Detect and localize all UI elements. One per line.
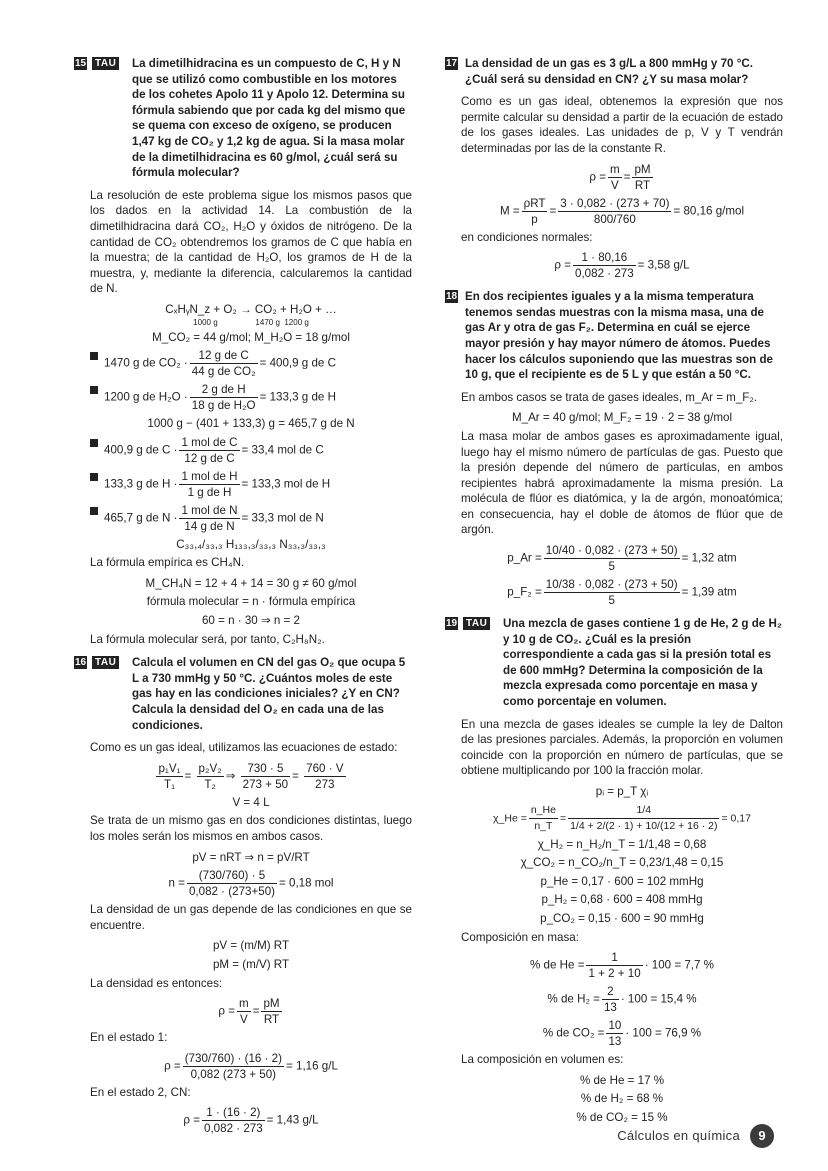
formula-result: = 33,3 mol de N xyxy=(241,511,324,525)
fraction xyxy=(544,577,680,608)
equation: C₃₃,₄/₃₃,₃ H₁₃₃,₃/₃₃,₃ N₃₃,₃/₃₃,₃ xyxy=(176,537,326,551)
formula-result: · 100 = 7,7 % xyxy=(644,958,714,972)
formula-term: ρ = xyxy=(554,258,571,272)
equation: χ_CO₂ = n_CO₂/n_T = 0,23/1,48 = 0,15 xyxy=(520,856,724,870)
equation: p_He = 0,17 · 600 = 102 mmHg xyxy=(540,874,704,888)
tau-badge: TAU xyxy=(463,617,490,630)
equation xyxy=(461,250,783,281)
numerator: 1 xyxy=(586,950,642,966)
fraction xyxy=(202,1105,265,1136)
equation: M_Ar = 40 g/mol; M_F₂ = 19 · 2 = 38 g/mol xyxy=(511,411,733,425)
answer-text: Como es un gas ideal, utilizamos las ecuaciones de estado: xyxy=(90,741,398,755)
problem-number-badge: 19 xyxy=(445,618,458,630)
numerator: 3 · 0,082 · (273 + 70) xyxy=(560,196,670,210)
formula-term: ⇒ xyxy=(225,769,236,783)
problem-19 xyxy=(445,616,783,1125)
numerator: ρRT xyxy=(523,196,546,210)
answer-text: Composición en masa: xyxy=(461,930,579,944)
equation: 1000 g − (401 + 133,3) g = 465,7 g de N xyxy=(147,417,355,431)
denominator: 5 xyxy=(608,594,615,608)
fraction xyxy=(586,950,642,981)
answer-text: La composición en volumen es: xyxy=(461,1053,624,1067)
equation-subscript: 1000 g 1470 g 1200 g xyxy=(193,317,309,327)
formula-term: = xyxy=(252,1004,260,1018)
denominator: 1/4 + 2/(2 · 1) + 10/(12 + 16 · 2) xyxy=(570,819,718,832)
equation: V = 4 L xyxy=(232,795,270,809)
fraction xyxy=(602,984,619,1015)
numerator: pM xyxy=(634,162,651,176)
question-text: Calcula el volumen en CN del gas O₂ que ocupa 5 L a 730 mmHg y 50 °C. ¿Cuántos moles de este gas hay en las condiciones iniciales? ¿Y en CN? Calcula la densidad del O₂ en cada una de las condiciones. xyxy=(132,656,406,732)
formula-term: = xyxy=(184,769,192,783)
formula-term: ρ = xyxy=(589,170,607,184)
denominator: 1 g de H xyxy=(187,485,232,499)
equation: 60 = n · 30 ⇒ n = 2 xyxy=(201,614,301,628)
fraction xyxy=(568,803,719,834)
denominator: 13 xyxy=(608,1035,622,1049)
numerator: p₂V₂ xyxy=(198,761,222,775)
answer-text: La densidad es entonces: xyxy=(90,976,223,990)
problem-15 xyxy=(74,56,412,647)
denominator: 5 xyxy=(608,560,615,574)
fraction xyxy=(179,435,239,466)
answer-text: La densidad de un gas depende de las condiciones en que se encuentre. xyxy=(90,903,412,932)
question-text: En dos recipientes iguales y a la misma temperatura tenemos sendas muestras con la misma masa, una de gas Ar y otra de gas F₂. Determina en cuál se ejerce mayor presión y hay mayor número de átomos. Puedes hacer los cálculos suponiendo que las muestras son de 10 g, que el recipiente es de 5 L y que están a 50 °C. xyxy=(465,290,773,382)
equation: M_CO₂ = 44 g/mol; M_H₂O = 18 g/mol xyxy=(152,330,350,344)
formula-term: p_Ar = xyxy=(507,551,542,565)
denominator: 14 g de N xyxy=(184,519,235,533)
footer-title: Cálculos en química xyxy=(617,1128,740,1143)
formula-result: = 1,16 g/L xyxy=(286,1059,338,1073)
fraction xyxy=(183,1051,284,1082)
fraction xyxy=(179,469,239,500)
equation: pV = nRT ⇒ n = pV/RT xyxy=(192,850,310,864)
equation xyxy=(90,996,412,1027)
denominator: T₁ xyxy=(163,777,175,791)
equation xyxy=(461,984,783,1015)
denominator: 0,082 · 273 xyxy=(575,267,634,281)
fraction xyxy=(179,503,239,534)
fraction xyxy=(190,348,258,379)
denominator: RT xyxy=(263,1013,280,1027)
question-text: La densidad de un gas es 3 g/L a 800 mmHg y 70 °C. ¿Cuál será su densidad en CN? ¿Y su masa molar? xyxy=(465,57,753,86)
numerator: 10/38 · 0,082 · (273 + 50) xyxy=(545,578,678,592)
fraction xyxy=(190,382,258,413)
formula-term: 1470 g de CO₂ · xyxy=(104,356,188,370)
formula-term: ρ = xyxy=(183,1113,200,1127)
answer-text: La masa molar de ambos gases es aproximadamente igual, luego hay el mismo número de partículas de gas. Puesto que la presión depende del número de partículas, en ambos recipientes habrá aproximadamente la misma presión. La molécula de flúor es diatómica, y la de argón, monoatómica; en consecuencia, hay el doble de átomos de flúor que de argón. xyxy=(461,429,783,537)
numerator: 1 mol de N xyxy=(181,503,238,517)
fraction xyxy=(237,996,251,1027)
denominator: p xyxy=(531,212,538,226)
formula-result: = 0,17 xyxy=(721,811,751,824)
bullet-icon xyxy=(90,439,98,447)
numerator: 1 mol de H xyxy=(181,469,238,483)
formula-term: 133,3 g de H · xyxy=(104,477,178,491)
calc-step xyxy=(90,469,412,500)
numerator: 10 xyxy=(608,1019,622,1033)
equation xyxy=(461,543,783,574)
formula-term: n = xyxy=(168,876,185,890)
fraction xyxy=(558,196,671,227)
answer-text: Se trata de un mismo gas en dos condiciones distintas, luego los moles serán los mismos en ambos casos. xyxy=(90,814,412,843)
formula-result: = 1,32 atm xyxy=(681,551,737,565)
formula-term: χ_He = xyxy=(493,811,527,824)
formula-term: M = xyxy=(499,204,520,218)
numerator: 760 · V xyxy=(306,761,344,775)
numerator: 2 g de H xyxy=(190,382,258,398)
numerator: m xyxy=(610,162,620,176)
answer-text: Como es un gas ideal, obtenemos la expresión que nos permite calcular su densidad a partir de la ecuación de estado de los gases ideales. Las unidades de p, V y T vendrán determinadas por las de la constante R. xyxy=(461,95,783,155)
problem-statement xyxy=(74,56,412,181)
bullet-icon xyxy=(90,473,98,481)
tau-badge: TAU xyxy=(92,57,119,70)
fraction xyxy=(529,803,558,834)
equation: % de CO₂ = 15 % xyxy=(576,1110,668,1124)
equation: pM = (m/V) RT xyxy=(212,957,290,971)
denominator: 1 + 2 + 10 xyxy=(588,967,641,981)
problem-18 xyxy=(445,289,783,608)
formula-result: = 133,3 g de H xyxy=(259,390,336,404)
numerator: p₁V₁ xyxy=(158,761,181,775)
equation xyxy=(90,1105,412,1136)
answer-text: En una mezcla de gases ideales se cumple la ley de Dalton de las presiones parciales. Además, la proporción en volumen coincide con la proporción en número de partículas, que se obtiene multiplicando por 100 la fracción molar. xyxy=(461,717,783,778)
bullet-icon xyxy=(90,386,98,394)
problem-statement xyxy=(445,616,783,710)
numerator: (730/760) · (16 · 2) xyxy=(184,1051,282,1065)
denominator: n_T xyxy=(534,819,553,832)
left-column xyxy=(74,56,412,1144)
formula-term: = xyxy=(549,204,557,218)
equation xyxy=(461,196,783,227)
formula-result: = 1,39 atm xyxy=(681,585,737,599)
denominator: 18 g de H₂O xyxy=(191,399,256,413)
equation xyxy=(461,162,783,193)
formula-result: = 80,16 g/mol xyxy=(673,204,745,218)
denominator: 0,082 · (273+50) xyxy=(188,885,276,899)
calc-step xyxy=(90,503,412,534)
equation xyxy=(90,868,412,899)
calc-step xyxy=(90,348,412,379)
problem-statement xyxy=(445,289,783,383)
fraction xyxy=(304,761,345,792)
numerator: 730 · 5 xyxy=(241,761,290,777)
numerator: (730/760) · 5 xyxy=(187,868,277,884)
equation: % de He = 17 % xyxy=(579,1073,665,1087)
problem-statement xyxy=(74,655,412,733)
equation: fórmula molecular = n · fórmula empírica xyxy=(146,595,356,609)
question-text: Una mezcla de gases contiene 1 g de He, 2 g de H₂ y 10 g de CO₂. ¿Cuál es la presión correspondiente a cada gas si la presión total es de 600 mmHg? Determina la composición de la mezcla expresada como porcentaje en masa y como porcentaje en volumen. xyxy=(503,617,782,709)
denominator: 12 g de C xyxy=(184,451,235,465)
formula-term: % de H₂ = xyxy=(547,992,600,1006)
answer-text: La resolución de este problema sigue los mismos pasos que los dados en la actividad 14. La combustión de la dimetilhidracina dará CO₂, H₂O y óxidos de nitrógeno. De la cantidad de CO₂ obtendremos los gramos de C que había en la muestra; de la cantidad de H₂O, los gramos de H de la muestra, y, mediante la diferencia, calcularemos la cantidad de N. xyxy=(90,188,412,296)
formula-term: ρ = xyxy=(218,1004,236,1018)
fraction xyxy=(187,868,277,899)
numerator: 12 g de C xyxy=(190,348,258,364)
equation xyxy=(90,761,412,792)
formula-term: = xyxy=(623,170,631,184)
equation: CₓHᵧN_z + O₂ → CO₂ + H₂O + … xyxy=(165,302,337,316)
denominator: 273 xyxy=(315,777,335,791)
equation: M_CH₄N = 12 + 4 + 14 = 30 g ≠ 60 g/mol xyxy=(145,576,357,590)
numerator: 1 mol de C xyxy=(181,435,238,449)
denominator: 13 xyxy=(603,1001,617,1015)
fraction xyxy=(544,543,680,574)
formula-result: = 33,4 mol de C xyxy=(241,443,324,457)
formula-term: = xyxy=(292,769,299,783)
denominator: 0,082 · 273 xyxy=(204,1122,263,1136)
answer-text: La fórmula molecular será, por tanto, C₂H₈N₂. xyxy=(90,632,325,646)
problem-number-badge: 17 xyxy=(445,58,458,69)
answer-text: En el estado 1: xyxy=(90,1031,168,1045)
numerator: n_He xyxy=(529,803,558,819)
formula-result: = 400,9 g de C xyxy=(259,356,336,370)
tau-badge: TAU xyxy=(92,656,119,669)
bullet-icon xyxy=(90,507,98,515)
problem-16 xyxy=(74,655,412,1136)
fraction xyxy=(632,162,652,193)
equation: pV = (m/M) RT xyxy=(212,939,290,953)
formula-result: = 0,18 mol xyxy=(279,876,334,890)
formula-term: 465,7 g de N · xyxy=(104,511,178,525)
equation: p_H₂ = 0,68 · 600 = 408 mmHg xyxy=(541,893,703,907)
numerator: pM xyxy=(263,997,280,1011)
equation: % de H₂ = 68 % xyxy=(580,1092,664,1106)
problem-number-badge: 18 xyxy=(445,291,458,303)
denominator: 0,082 (273 + 50) xyxy=(190,1067,277,1081)
denominator: T₂ xyxy=(204,777,216,791)
formula-result: · 100 = 76,9 % xyxy=(625,1026,702,1040)
fraction xyxy=(197,761,224,792)
fraction xyxy=(573,250,636,281)
bullet-icon xyxy=(90,352,98,360)
equation: p_CO₂ = 0,15 · 600 = 90 mmHg xyxy=(540,911,704,925)
numerator: m xyxy=(239,997,249,1011)
question-text: La dimetilhidracina es un compuesto de C, H y N que se utilizó como combustible en los motores de los cohetes Apolo 11 y Apolo 12. Determina su fórmula sabiendo que por cada kg del mismo que se quema con exceso de oxígeno, se producen 1,47 kg de CO₂ y 1,2 kg de agua. Si la masa molar de la dimetilhidracina es 60 g/mol, ¿cuál será su fórmula molecular? xyxy=(132,57,406,180)
numerator: 2 xyxy=(602,984,619,1000)
denominator: RT xyxy=(634,178,651,192)
problem-17 xyxy=(445,56,783,281)
fraction xyxy=(261,996,281,1027)
right-column xyxy=(445,56,783,1134)
problem-number-badge: 15 xyxy=(74,58,87,69)
equation xyxy=(461,577,783,608)
formula-result: · 100 = 15,4 % xyxy=(620,992,697,1006)
fraction xyxy=(608,162,622,193)
fraction xyxy=(606,1018,623,1049)
fraction xyxy=(241,761,290,792)
equation xyxy=(90,1051,412,1082)
equation xyxy=(461,950,783,981)
equation xyxy=(461,803,783,834)
formula-term: % de He = xyxy=(530,958,585,972)
formula-result: = 1,43 g/L xyxy=(266,1113,319,1127)
numerator: 1/4 xyxy=(568,803,719,819)
fraction xyxy=(522,196,548,227)
equation: pᵢ = p_T χᵢ xyxy=(595,785,649,798)
page-number: 9 xyxy=(750,1124,774,1148)
fraction xyxy=(156,761,182,792)
denominator: V xyxy=(610,178,619,192)
formula-term: p_F₂ = xyxy=(507,585,542,599)
numerator: 1 · (16 · 2) xyxy=(202,1105,265,1121)
denominator: 800/760 xyxy=(593,212,636,226)
answer-text: en condiciones normales: xyxy=(461,230,593,244)
equation xyxy=(461,1018,783,1049)
denominator: 44 g de CO₂ xyxy=(191,365,256,379)
problem-number-badge: 16 xyxy=(74,657,87,669)
numerator: 10/40 · 0,082 · (273 + 50) xyxy=(545,544,678,558)
calc-step xyxy=(90,435,412,466)
formula-term: 1200 g de H₂O · xyxy=(104,390,188,404)
formula-term: % de CO₂ = xyxy=(542,1026,605,1040)
formula-term: 400,9 g de C · xyxy=(104,443,178,457)
formula-term: ρ = xyxy=(164,1059,181,1073)
formula-result: = 3,58 g/L xyxy=(637,258,690,272)
denominator: V xyxy=(239,1013,248,1027)
equation: χ_H₂ = n_H₂/n_T = 1/1,48 = 0,68 xyxy=(537,837,707,851)
calc-step xyxy=(90,382,412,413)
answer-text: En el estado 2, CN: xyxy=(90,1085,191,1099)
formula-result: = 133,3 mol de H xyxy=(241,477,331,491)
denominator: 273 + 50 xyxy=(242,777,289,791)
answer-text: La fórmula empírica es CH₄N. xyxy=(90,556,245,570)
numerator: 1 · 80,16 xyxy=(573,250,636,266)
formula-term: = xyxy=(559,811,567,824)
problem-statement xyxy=(445,56,783,87)
answer-text: En ambos casos se trata de gases ideales, m_Ar = m_F₂. xyxy=(461,390,758,404)
